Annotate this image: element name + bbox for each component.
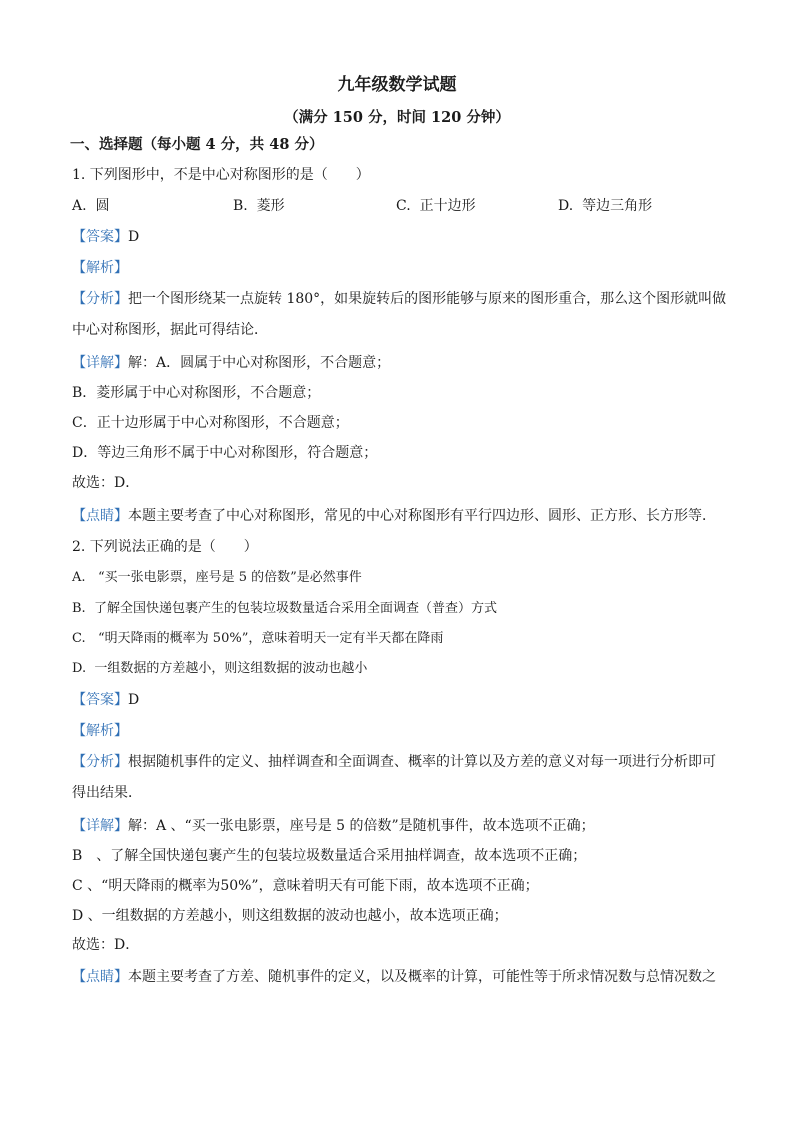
option-text: 一组数据的方差越小，则这组数据的波动也越小 xyxy=(94,661,368,676)
xiangjie-text: 解：A．圆属于中心对称图形，不合题意； xyxy=(128,355,391,371)
q1-xiangjie-d: D．等边三角形不属于中心对称图形，符合题意； xyxy=(72,445,378,461)
q2-xiangjie-b: B 、了解全国快递包裹产生的包装垃圾数量适合采用抽样调查，故本选项不正确； xyxy=(72,848,587,864)
option-text: “明天降雨的概率为 50%”，意味着明天一定有半天都在降雨 xyxy=(98,631,444,646)
option-letter: B. xyxy=(72,601,86,616)
option-text: 圆 xyxy=(95,198,110,214)
q2-fenxi-cont: 得出结果． xyxy=(72,785,142,801)
answer-tag: 【答案】 xyxy=(72,229,128,245)
page-title: 九年级数学试题 xyxy=(337,75,457,95)
q2-xiangjie xyxy=(72,817,595,835)
q2-option-a xyxy=(72,569,362,587)
q2-option-c xyxy=(72,630,443,648)
answer-value: D xyxy=(128,692,140,708)
q2-stem: 2. 下列说法正确的是（ ） xyxy=(72,539,258,555)
dianjing-tag: 【点睛】 xyxy=(72,508,128,524)
option-letter: C. xyxy=(396,198,411,214)
q1-option-c xyxy=(396,197,476,215)
option-letter: D. xyxy=(558,198,574,214)
option-letter: A. xyxy=(72,198,87,214)
option-letter: B. xyxy=(233,198,248,214)
dianjing-text: 本题主要考查了方差、随机事件的定义，以及概率的计算，可能性等于所求情况数与总情况数之 xyxy=(128,969,716,985)
q1-xiangjie-c: C．正十边形属于中心对称图形，不合题意； xyxy=(72,415,349,431)
answer-value: D xyxy=(128,229,140,245)
answer-tag: 【答案】 xyxy=(72,692,128,708)
q2-answer xyxy=(72,691,139,709)
q1-fenxi-cont: 中心对称图形，据此可得结论． xyxy=(72,322,268,338)
option-text: 正十边形 xyxy=(419,198,476,214)
analysis-tag: 【解析】 xyxy=(72,723,128,739)
q1-analysis-tag xyxy=(72,259,128,277)
q2-dianjing xyxy=(72,968,716,986)
q1-conclusion: 故选：D． xyxy=(72,475,140,491)
q1-fenxi xyxy=(72,290,726,308)
q2-xiangjie-d: D 、一组数据的方差越小，则这组数据的波动也越小，故本选项正确； xyxy=(72,908,508,924)
xiangjie-tag: 【详解】 xyxy=(72,355,128,371)
option-text: 菱形 xyxy=(256,198,285,214)
option-letter: D. xyxy=(72,661,87,676)
fenxi-text: 根据随机事件的定义、抽样调查和全面调查、概率的计算以及方差的意义对每一项进行分析即可 xyxy=(128,754,716,770)
q1-stem: 1. 下列图形中，不是中心对称图形的是（ ） xyxy=(72,167,370,183)
q1-option-a xyxy=(72,197,109,215)
option-text: 了解全国快递包裹产生的包装垃圾数量适合采用全面调查（普查）方式 xyxy=(93,601,497,616)
page-subtitle: （满分 150 分，时间 120 分钟） xyxy=(284,109,510,126)
section-heading: 一、选择题（每小题 4 分，共 48 分） xyxy=(70,136,324,153)
q1-option-d xyxy=(558,197,652,215)
q1-answer xyxy=(72,228,139,246)
q2-analysis-tag xyxy=(72,722,128,740)
q1-xiangjie-b: B．菱形属于中心对称图形，不合题意； xyxy=(72,385,321,401)
fenxi-tag: 【分析】 xyxy=(72,754,128,770)
q1-option-b xyxy=(233,197,285,215)
option-letter: A. xyxy=(72,570,86,585)
option-text: “买一张电影票，座号是 5 的倍数”是必然事件 xyxy=(97,570,362,585)
analysis-tag: 【解析】 xyxy=(72,260,128,276)
q2-option-d xyxy=(72,660,367,678)
dianjing-text: 本题主要考查了中心对称图形，常见的中心对称图形有平行四边形、圆形、正方形、长方形等． xyxy=(128,508,716,524)
xiangjie-tag: 【详解】 xyxy=(72,818,128,834)
q1-dianjing xyxy=(72,507,716,525)
q2-option-b xyxy=(72,600,497,618)
q2-xiangjie-c: C 、“明天降雨的概率为50%”，意味着明天有可能下雨，故本选项不正确； xyxy=(72,878,539,894)
q1-xiangjie xyxy=(72,354,390,372)
option-letter: C. xyxy=(72,631,86,646)
dianjing-tag: 【点睛】 xyxy=(72,969,128,985)
q2-fenxi xyxy=(72,753,716,771)
xiangjie-text: 解：A 、“买一张电影票，座号是 5 的倍数”是随机事件，故本选项不正确； xyxy=(128,818,595,834)
option-text: 等边三角形 xyxy=(582,198,653,214)
fenxi-tag: 【分析】 xyxy=(72,291,128,307)
q2-conclusion: 故选：D． xyxy=(72,937,140,953)
fenxi-text: 把一个图形绕某一点旋转 180°，如果旋转后的图形能够与原来的图形重合，那么这个图形就叫做 xyxy=(128,291,727,307)
